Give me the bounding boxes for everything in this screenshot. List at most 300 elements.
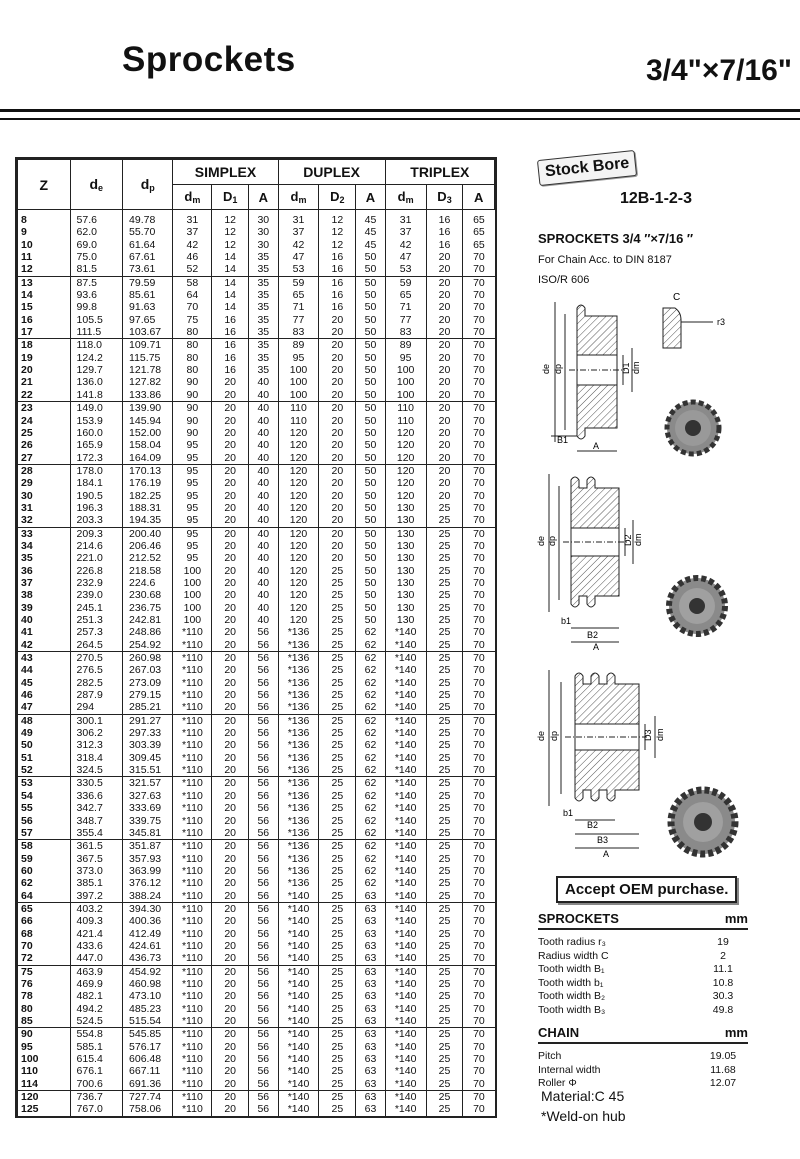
table-row [18,940,495,952]
triplex-sprocket-drawing [535,662,795,872]
spec-label: Internal width [538,1063,601,1076]
table-cell: 56 [249,877,278,889]
table-row [18,1041,495,1053]
table-row [18,952,495,965]
page-title: Sprockets [122,40,296,79]
table-cell: 20 [212,565,249,577]
table-cell: 49 [18,727,71,739]
table-cell: 70 [463,527,495,540]
table-cell: 70 [463,452,495,465]
table-cell: 25 [319,978,356,990]
table-cell: 70 [463,389,495,402]
table-cell: 333.69 [123,802,173,814]
table-cell: 20 [212,802,249,814]
table-cell: 25 [319,602,356,614]
table-cell: 20 [212,376,249,388]
table-cell: 8 [18,210,71,227]
table-cell: 20 [212,589,249,601]
table-cell: 56 [249,890,278,903]
table-cell: 276.5 [70,664,123,676]
table-cell: *110 [173,727,212,739]
table-cell: 11 [18,251,71,263]
col-simplex-a: A [249,185,278,210]
table-cell: 50 [356,464,385,477]
table-cell: 62 [356,865,385,877]
table-cell: 16 [319,276,356,289]
table-cell: 70 [463,853,495,865]
table-cell: 70 [463,664,495,676]
table-cell: 20 [212,853,249,865]
table-cell: 25 [319,952,356,965]
table-cell: 35 [249,314,278,326]
table-cell: 70 [463,1078,495,1091]
table-cell: 50 [356,389,385,402]
table-cell: 25 [426,990,463,1002]
table-cell: 70 [463,589,495,601]
table-cell: *140 [278,1078,319,1091]
table-cell: 20 [212,865,249,877]
table-cell: 62 [356,877,385,889]
table-cell: 25 [319,777,356,790]
table-cell: 25 [426,1028,463,1041]
table-cell: 76 [18,978,71,990]
table-cell: 22 [18,389,71,402]
table-row [18,1091,495,1104]
table-cell: 25 [319,589,356,601]
table-cell: 100 [385,376,426,388]
table-cell: 20 [319,452,356,465]
table-cell: 25 [426,677,463,689]
table-cell: 130 [385,589,426,601]
table-cell: *140 [278,902,319,915]
table-cell: 40 [249,464,278,477]
table-cell: 70 [463,915,495,927]
table-cell: 25 [319,840,356,853]
label-a-3: A [603,849,610,859]
table-cell: *140 [385,689,426,701]
table-cell: 25 [426,902,463,915]
table-cell: 65 [385,289,426,301]
table-row [18,701,495,714]
table-cell: 63 [356,890,385,903]
table-cell: 65 [18,902,71,915]
table-cell: 145.94 [123,415,173,427]
table-cell: 56 [249,840,278,853]
table-cell: 40 [249,540,278,552]
table-cell: 130 [385,502,426,514]
table-cell: 70 [463,301,495,313]
header-rule-thin [0,118,800,120]
table-cell: *140 [385,877,426,889]
table-cell: 767.0 [70,1103,123,1115]
table-cell: 130 [385,552,426,564]
table-cell: 70 [463,865,495,877]
table-cell: *140 [278,1028,319,1041]
table-cell: 25 [319,1091,356,1104]
table-cell: 196.3 [70,502,123,514]
table-cell: 77 [385,314,426,326]
table-cell: *136 [278,727,319,739]
table-cell: 70 [463,352,495,364]
table-cell: *110 [173,1053,212,1065]
table-row [18,589,495,601]
table-cell: 12 [319,226,356,238]
table-cell: 100 [173,602,212,614]
table-cell: *140 [278,978,319,990]
table-cell: 14 [212,301,249,313]
table-cell: 66 [18,915,71,927]
table-cell: 90 [173,376,212,388]
table-cell: 25 [426,865,463,877]
label-d3: D3 [643,729,653,741]
table-cell: 25 [426,639,463,652]
table-cell: 25 [426,614,463,626]
table-cell: *136 [278,689,319,701]
table-cell: 70 [463,577,495,589]
table-cell: 700.6 [70,1078,123,1091]
table-cell: *140 [385,1015,426,1028]
table-cell: 20 [212,614,249,626]
table-cell: 20 [319,439,356,451]
table-cell: 152.00 [123,427,173,439]
table-cell: 214.6 [70,540,123,552]
table-cell: 16 [319,301,356,313]
table-cell: 63 [356,990,385,1002]
table-cell: *110 [173,1028,212,1041]
table-cell: 16 [426,210,463,227]
table-row [18,402,495,415]
table-cell: *110 [173,1103,212,1115]
table-cell: 25 [319,877,356,889]
table-cell: 50 [356,527,385,540]
label-de-3: de [536,730,546,741]
table-cell: 50 [356,514,385,527]
table-cell: *136 [278,677,319,689]
table-cell: 40 [249,614,278,626]
table-cell: 80 [173,326,212,339]
table-cell: 336.6 [70,790,123,802]
table-cell: 279.15 [123,689,173,701]
table-cell: 95 [173,502,212,514]
table-cell: 90 [173,427,212,439]
table-cell: 90 [173,415,212,427]
table-cell: *140 [385,990,426,1002]
table-cell: 218.58 [123,565,173,577]
table-cell: 37 [173,226,212,238]
table-row [18,639,495,652]
table-cell: 130 [385,565,426,577]
table-cell: *110 [173,652,212,665]
table-cell: 56 [249,664,278,676]
table-cell: 25 [426,689,463,701]
table-row [18,389,495,402]
table-cell: 50 [356,276,385,289]
table-cell: *110 [173,965,212,978]
table-cell: 447.0 [70,952,123,965]
table-cell: 25 [319,565,356,577]
table-cell: 70 [463,928,495,940]
table-cell: 691.36 [123,1078,173,1091]
table-cell: 25 [319,853,356,865]
table-cell: 294 [70,701,123,714]
table-cell: 120 [278,552,319,564]
table-cell: 56 [249,714,278,727]
table-cell: 42 [385,239,426,251]
table-cell: 14 [212,251,249,263]
table-cell: 25 [319,764,356,777]
table-cell: 70 [463,1065,495,1077]
table-cell: 25 [319,752,356,764]
table-cell: *110 [173,664,212,676]
table-cell: 25 [426,840,463,853]
table-cell: 70 [463,626,495,638]
table-cell: 50 [356,427,385,439]
table-cell: 109.71 [123,339,173,352]
row-group [18,402,495,465]
table-cell: 56 [249,626,278,638]
table-cell: 212.52 [123,552,173,564]
table-row [18,1028,495,1041]
table-cell: 25 [426,552,463,564]
table-cell: 50 [356,263,385,276]
table-cell: 83 [385,326,426,339]
table-cell: 70 [463,777,495,790]
spec-label: Roller Φ [538,1077,577,1089]
table-cell: 25 [319,626,356,638]
label-c: C [673,292,681,303]
table-row [18,1078,495,1091]
table-cell: 342.7 [70,802,123,814]
table-cell: 70 [463,376,495,388]
table-cell: 45 [356,210,385,227]
table-cell: 524.5 [70,1015,123,1028]
table-cell: *136 [278,827,319,840]
table-cell: 20 [319,514,356,527]
table-row [18,552,495,564]
table-cell: 62 [356,626,385,638]
table-cell: 70 [463,978,495,990]
table-cell: 339.75 [123,815,173,827]
col-triplex: TRIPLEX [385,160,494,185]
table-row [18,1003,495,1015]
table-cell: *110 [173,865,212,877]
table-cell: 12 [212,239,249,251]
table-row [18,739,495,751]
table-cell: *140 [385,827,426,840]
table-cell: 56 [249,764,278,777]
table-cell: 25 [426,1041,463,1053]
table-cell: 63 [356,902,385,915]
table-cell: 62 [356,739,385,751]
table-cell: 20 [212,664,249,676]
table-cell: 70 [463,877,495,889]
table-cell: 35 [249,352,278,364]
table-cell: 20 [212,490,249,502]
table-cell: 25 [426,1078,463,1091]
table-cell: 63 [356,1041,385,1053]
table-cell: 41 [18,626,71,638]
table-cell: 25 [319,865,356,877]
col-duplex-dm: $d_m$ [278,185,319,210]
table-cell: 20 [319,376,356,388]
table-cell: 25 [319,915,356,927]
table-cell: 80 [18,1003,71,1015]
table-cell: 50 [18,739,71,751]
table-cell: 160.0 [70,427,123,439]
table-cell: 25 [426,877,463,889]
table-cell: 736.7 [70,1091,123,1104]
table-cell: 184.1 [70,477,123,489]
table-cell: 35 [18,552,71,564]
table-cell: 230.68 [123,589,173,601]
table-cell: 95 [278,352,319,364]
spec-label: Tooth width B₁ [538,963,605,975]
table-cell: 12 [18,263,71,276]
table-cell: 303.39 [123,739,173,751]
table-cell: 188.31 [123,502,173,514]
table-cell: 25 [319,802,356,814]
row-group [18,339,495,402]
table-cell: 75 [18,965,71,978]
table-cell: 20 [212,552,249,564]
table-cell: 264.5 [70,639,123,652]
table-row [18,652,495,665]
row-group [18,652,495,715]
table-cell: 120 [278,527,319,540]
table-cell: 56 [249,777,278,790]
table-cell: *136 [278,664,319,676]
table-cell: 20 [212,790,249,802]
table-cell: 62 [356,840,385,853]
table-cell: 70 [463,940,495,952]
table-cell: *110 [173,701,212,714]
table-cell: 758.06 [123,1103,173,1115]
table-cell: 20 [212,827,249,840]
table-cell: 70 [463,840,495,853]
table-cell: 28 [18,464,71,477]
table-cell: 285.21 [123,701,173,714]
table-cell: *140 [385,890,426,903]
table-cell: 394.30 [123,902,173,915]
duplex-sprocket-drawing [535,466,795,656]
table-cell: 20 [319,502,356,514]
col-simplex: SIMPLEX [173,160,278,185]
table-cell: 120 [278,577,319,589]
table-cell: 70 [463,263,495,276]
table-cell: *140 [385,965,426,978]
table-cell: 585.1 [70,1041,123,1053]
table-cell: 20 [212,1103,249,1115]
table-cell: 85.61 [123,289,173,301]
table-cell: *110 [173,677,212,689]
table-cell: 70 [463,289,495,301]
table-cell: 70 [463,727,495,739]
table-cell: 25 [319,965,356,978]
table-cell: 232.9 [70,577,123,589]
table-cell: *140 [385,940,426,952]
spec-row [538,936,748,950]
table-cell: 16 [319,251,356,263]
table-cell: 90 [173,389,212,402]
table-cell: 170.13 [123,464,173,477]
col-simplex-d1: $D_1$ [212,185,249,210]
table-cell: 42 [278,239,319,251]
table-cell: 20 [426,276,463,289]
col-simplex-dm: $d_m$ [173,185,212,210]
table-cell: 34 [18,540,71,552]
table-cell: 25 [426,952,463,965]
table-row [18,364,495,376]
table-cell: 70 [463,739,495,751]
table-cell: 25 [426,1065,463,1077]
table-row [18,1065,495,1077]
table-cell: 13 [18,276,71,289]
table-cell: 26 [18,439,71,451]
table-cell: 100 [385,364,426,376]
table-cell: 89 [278,339,319,352]
table-cell: 120 [18,1091,71,1104]
table-cell: *136 [278,626,319,638]
table-cell: *140 [385,727,426,739]
table-cell: 62 [356,790,385,802]
table-cell: 14 [212,289,249,301]
table-cell: 62 [356,664,385,676]
table-cell: 20 [426,301,463,313]
table-cell: 306.2 [70,727,123,739]
col-triplex-dm: $d_m$ [385,185,426,210]
table-cell: 130 [385,614,426,626]
table-cell: 89 [385,339,426,352]
table-cell: 40 [249,402,278,415]
table-cell: *136 [278,865,319,877]
table-cell: *140 [385,815,426,827]
table-cell: 25 [319,815,356,827]
table-cell: 178.0 [70,464,123,477]
table-cell: 203.3 [70,514,123,527]
table-cell: *140 [385,739,426,751]
table-cell: 95 [173,464,212,477]
table-cell: 282.5 [70,677,123,689]
table-cell: 40 [249,577,278,589]
table-cell: 21 [18,376,71,388]
table-cell: 90 [173,402,212,415]
table-cell: 91.63 [123,301,173,313]
table-cell: 23 [18,402,71,415]
table-cell: 20 [212,928,249,940]
table-row [18,376,495,388]
table-cell: 37 [278,226,319,238]
label-de-2: de [536,535,546,546]
table-cell: 35 [249,326,278,339]
table-cell: 172.3 [70,452,123,465]
table-cell: 55 [18,802,71,814]
row-group [18,840,495,903]
table-cell: 110 [18,1065,71,1077]
table-cell: *140 [385,928,426,940]
weld-note: *Weld-on hub [541,1108,626,1124]
table-cell: *110 [173,890,212,903]
table-cell: 50 [356,364,385,376]
table-cell: 24 [18,415,71,427]
table-cell: 127.82 [123,376,173,388]
table-cell: 20 [426,352,463,364]
table-cell: 25 [426,915,463,927]
table-cell: 25 [426,1103,463,1115]
table-cell: 31 [278,210,319,227]
table-cell: 40 [249,389,278,402]
table-cell: 70 [463,990,495,1002]
table-cell: 56 [249,1041,278,1053]
